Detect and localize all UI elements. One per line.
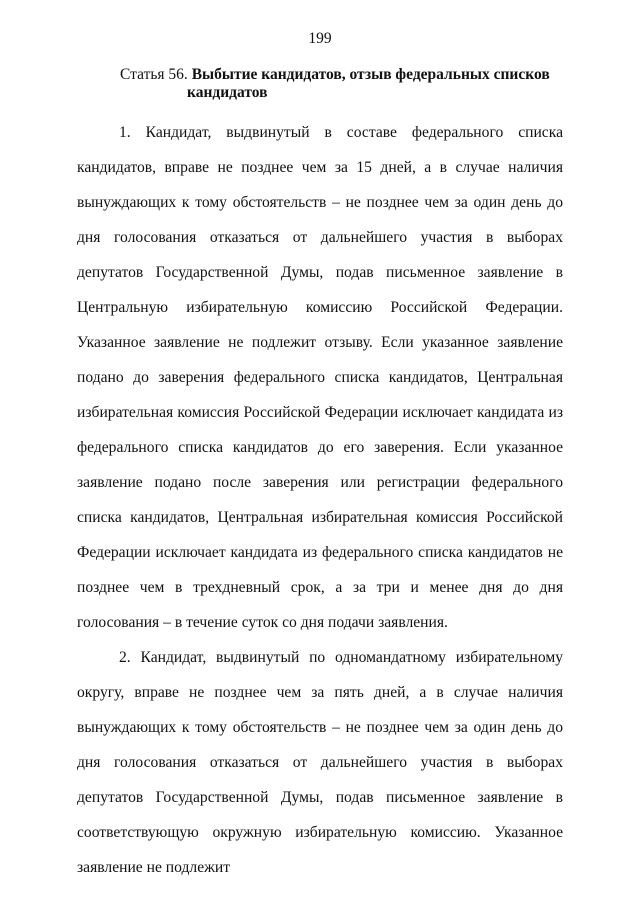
article-title-line-1: Выбытие кандидатов, отзыв федеральных списков: [191, 66, 550, 83]
article-label: Статья 56.: [120, 66, 188, 83]
paragraph-2: 2. Кандидат, выдвинутый по одномандатному избирательному округу, вправе не позднее чем за пять дней, а в случае наличия вынуждающих к тому обстоятельств – не позднее чем за один день до дня голосования отказаться от дальнейшего участия в выборах депутатов Государственной Думы, подав письменное заявление в соответствующую окружную избирательную комиссию. Указанное заявление не подлежит: [77, 649, 563, 876]
paragraph-1: 1. Кандидат, выдвинутый в составе федерального списка кандидатов, вправе не позднее чем за 15 дней, а в случае наличия вынуждающих к тому обстоятельств – не позднее чем за один день до дня голосования отказаться от дальнейшего участия в выборах депутатов Государственной Думы, подав письменное заявление в Центральную избирательную комиссию Российской Федерации. Указанное заявление не подлежит отзыву. Если указанное заявление подано до заверения федерального списка кандидатов, Центральная избирательная комиссия Российской Федерации исключает кандидата из федерального списка кандидатов до его заверения. Если указанное заявление подано после заверения или регистрации федерального списка кандидатов, Центральная избирательная комиссия Российской Федерации исключает кандидата из федерального списка кандидатов не позднее чем в трехдневный срок, а за три и менее дня до дня голосования – в течение суток со дня подачи заявления.: [77, 124, 563, 631]
article-heading: [120, 66, 580, 102]
article-title-line-2: кандидатов: [187, 84, 268, 101]
article-body: [77, 115, 563, 885]
page-number: 199: [308, 30, 332, 47]
